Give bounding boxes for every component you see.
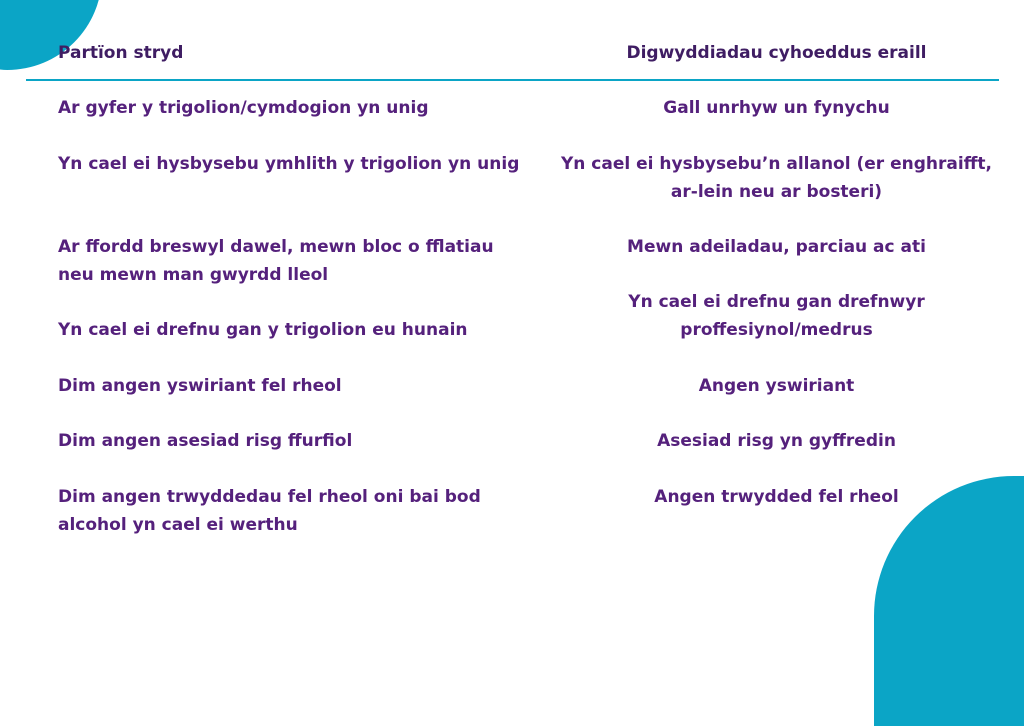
right-item-professional-organisers: Yn cael ei drefnu gan drefnwyr proffesiynol/medrus bbox=[628, 292, 925, 340]
right-item-advertised-externally: Yn cael ei hysbysebu’n allanol (er enghraifft, ar-lein neu ar bosteri) bbox=[560, 154, 993, 202]
right-item-insurance-needed: Angen yswiriant bbox=[698, 376, 855, 396]
column-header-street-parties: Partïon stryd bbox=[58, 43, 184, 63]
left-item-residents-only: Ar gyfer y trigolion/cymdogion yn unig bbox=[58, 98, 429, 118]
left-item-organised-residents: Yn cael ei drefnu gan y trigolion eu hunain bbox=[58, 320, 468, 340]
left-item-no-licences: Dim angen trwyddedau fel rheol oni bai bod alcohol yn cael ei werthu bbox=[58, 487, 481, 535]
left-item-advertised-residents: Yn cael ei hysbysebu ymhlith y trigolion yn unig bbox=[58, 154, 520, 174]
left-item-no-risk-assessment: Dim angen asesiad risg ffurfiol bbox=[58, 431, 353, 451]
right-item-anyone-attend: Gall unrhyw un fynychu bbox=[663, 98, 890, 118]
right-item-buildings-parks: Mewn adeiladau, parciau ac ati bbox=[627, 237, 926, 257]
right-item-licence-needed: Angen trwydded fel rheol bbox=[654, 487, 899, 507]
left-item-no-insurance: Dim angen yswiriant fel rheol bbox=[58, 376, 342, 396]
decorative-blob-bottom-right bbox=[874, 476, 1024, 726]
column-header-other-public-events: Digwyddiadau cyhoeddus eraill bbox=[626, 43, 927, 63]
left-item-location: Ar ffordd breswyl dawel, mewn bloc o fflatiau neu mewn man gwyrdd lleol bbox=[58, 237, 494, 285]
right-item-risk-assessment: Asesiad risg yn gyffredin bbox=[657, 431, 896, 451]
header-divider bbox=[26, 79, 999, 81]
